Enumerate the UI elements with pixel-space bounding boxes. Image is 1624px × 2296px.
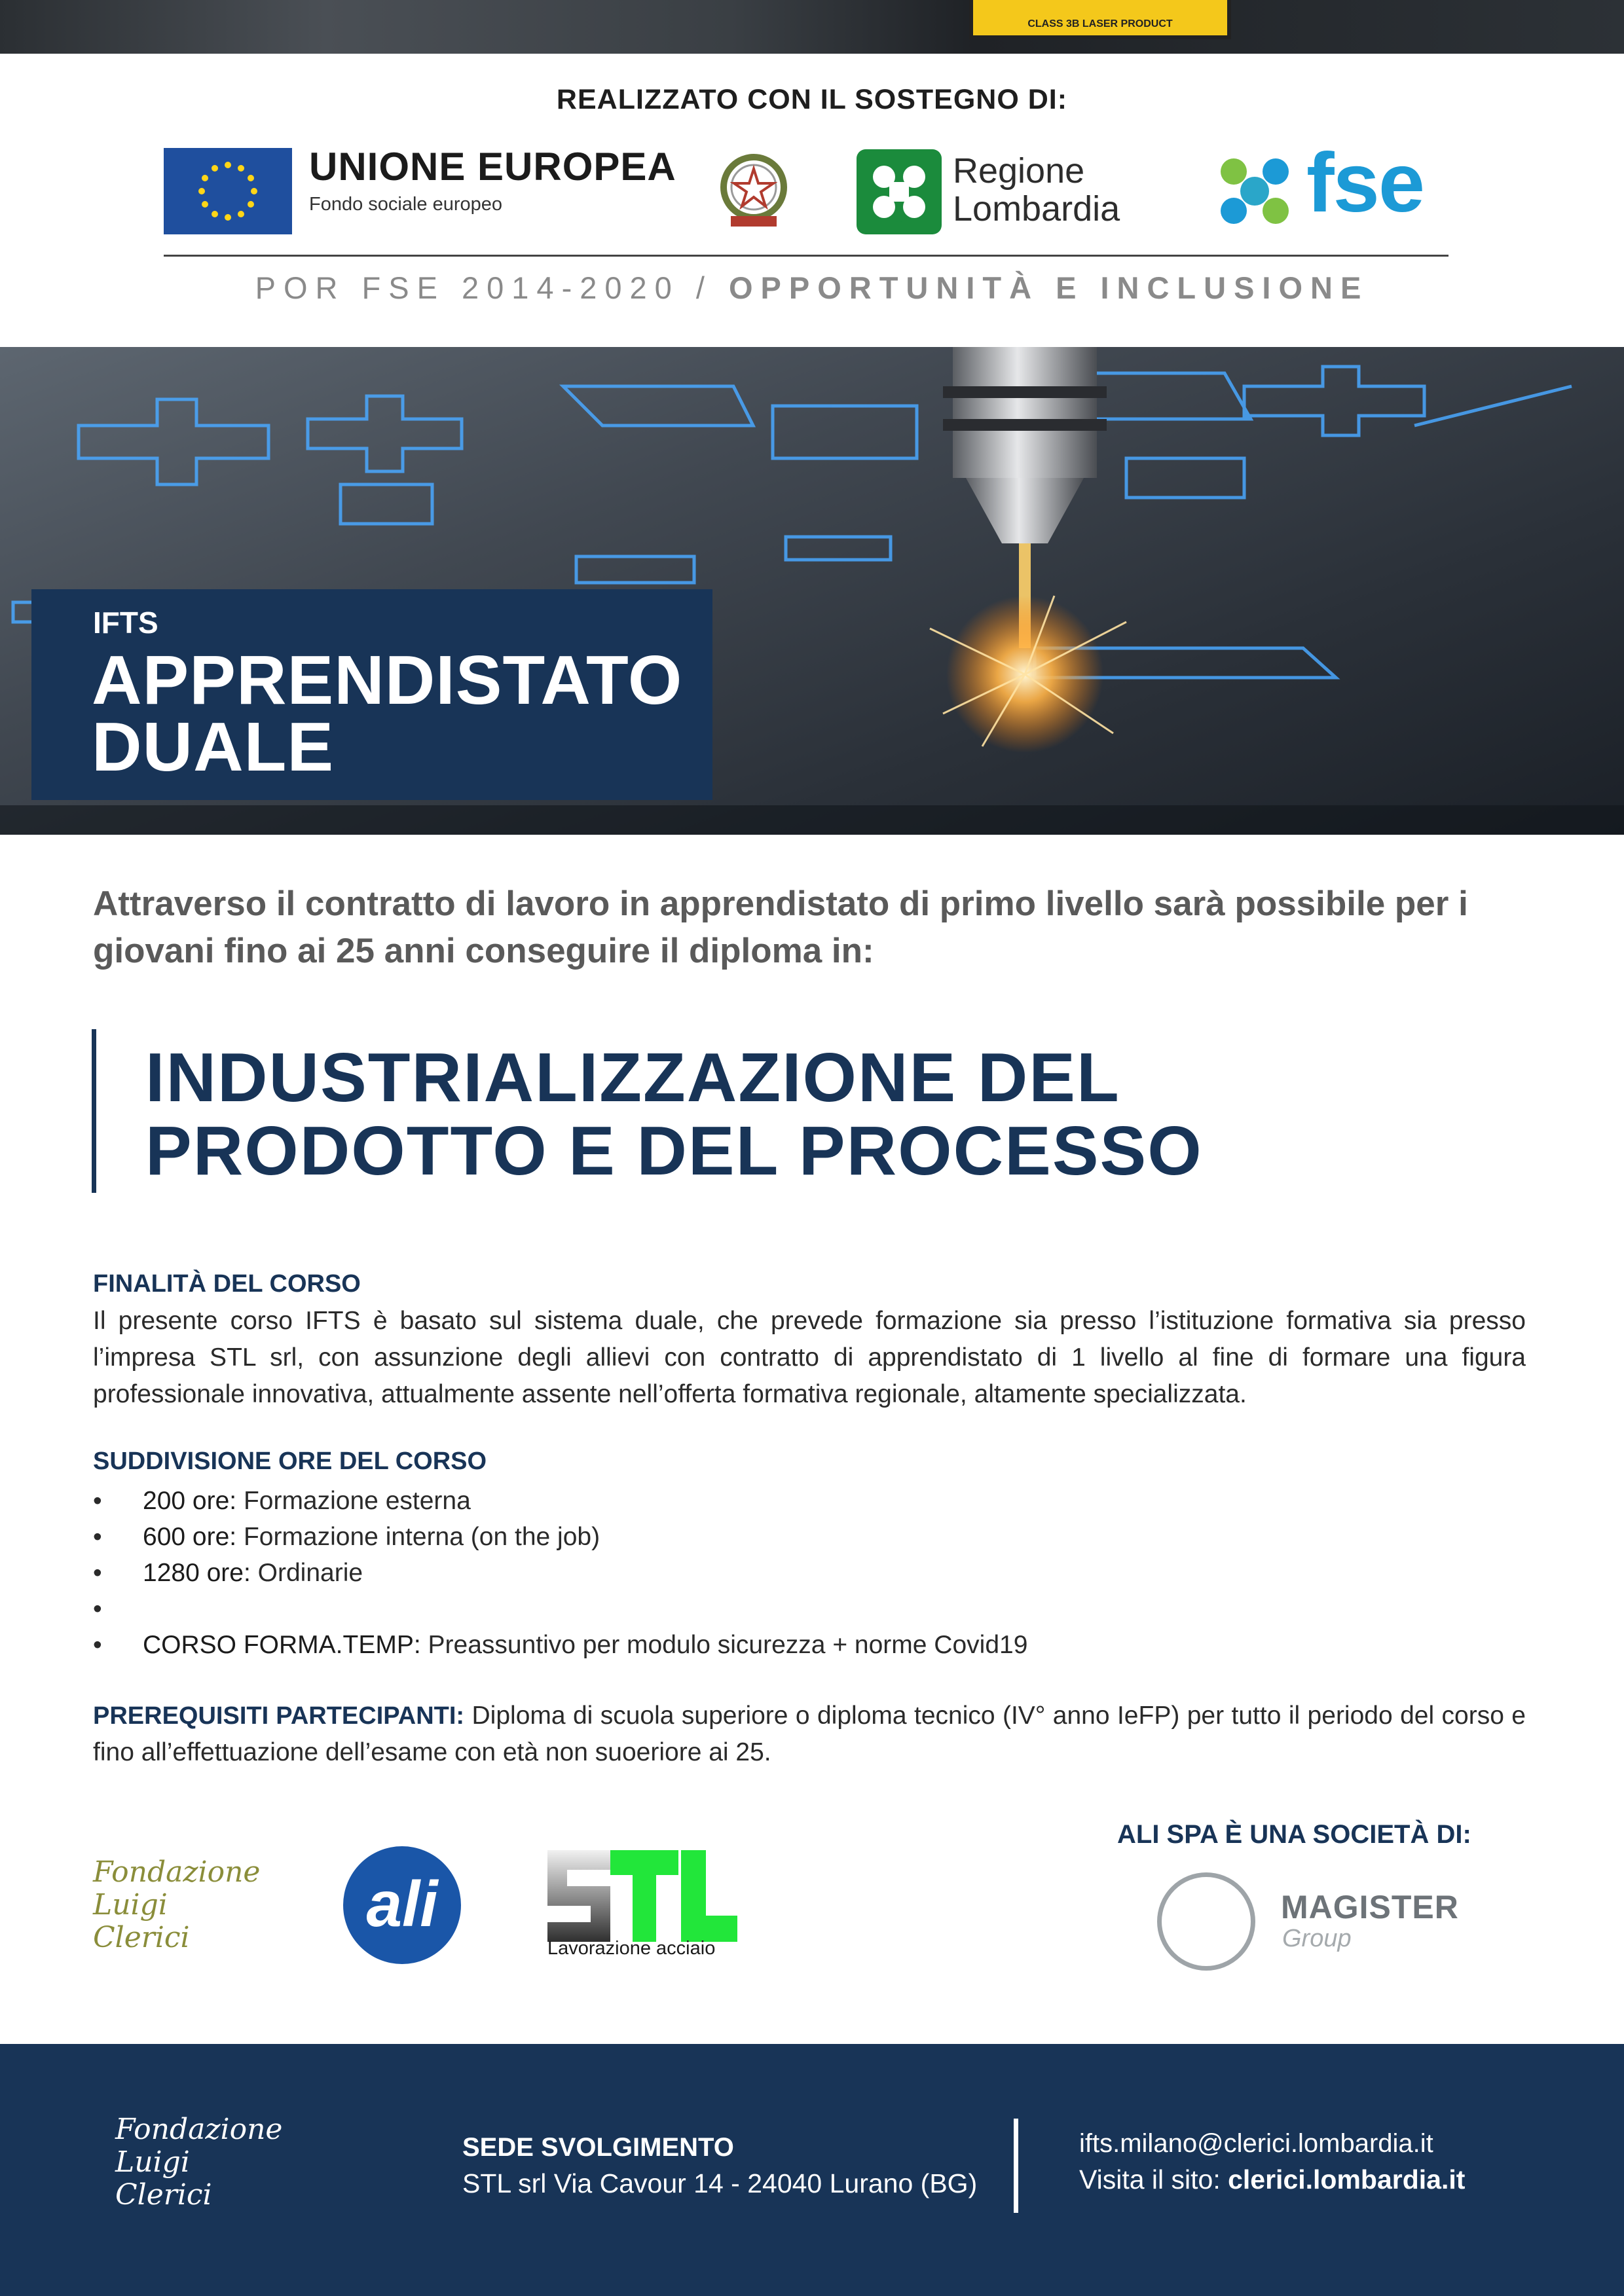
prerequisiti-block bbox=[93, 1698, 1526, 1771]
laser-sign-text: CLASS 3B LASER PRODUCT bbox=[1027, 18, 1173, 29]
stl-logo-icon bbox=[547, 1850, 737, 1959]
top-photo-strip bbox=[0, 0, 1624, 54]
intro-paragraph: Attraverso il contratto di lavoro in apprendistato di primo livello sarà possibile per i giovani fino ai 25 anni conseguire il diploma in: bbox=[93, 884, 1468, 970]
fse-wordmark: fse bbox=[1306, 136, 1424, 230]
course-title-accent-bar bbox=[92, 1029, 96, 1193]
eu-subtitle: Fondo sociale europeo bbox=[309, 194, 503, 215]
course-title-line1: INDUSTRIALIZZAZIONE DEL bbox=[145, 1039, 1120, 1116]
list-item bbox=[93, 1555, 1526, 1591]
sponsor-divider bbox=[164, 255, 1449, 257]
list-item bbox=[93, 1519, 1526, 1555]
list-item-key: 1280 ore: bbox=[143, 1559, 251, 1587]
hero-title-line1: APPRENDISTATO bbox=[92, 642, 683, 719]
footer-logo-line1: Fondazione bbox=[115, 2113, 283, 2146]
hero-kicker: IFTS bbox=[93, 606, 158, 640]
footer-fondazione-logo-icon bbox=[115, 2113, 312, 2212]
list-item bbox=[93, 1483, 1526, 1519]
laser-warning-sign bbox=[969, 0, 1231, 39]
fondazione-clerici-logo-icon bbox=[93, 1856, 270, 1954]
flc-line3: Clerici bbox=[93, 1921, 190, 1954]
por-fse-line bbox=[0, 270, 1624, 306]
footer-divider bbox=[1014, 2119, 1018, 2213]
website-link[interactable]: clerici.lombardia.it bbox=[1228, 2164, 1466, 2195]
hero-title-line2: DUALE bbox=[92, 708, 335, 786]
fse-logo-icon bbox=[1209, 145, 1301, 237]
eu-title: UNIONE EUROPEA bbox=[309, 145, 676, 189]
hero-title bbox=[92, 642, 683, 786]
list-item-value: Formazione interna (on the job) bbox=[236, 1523, 600, 1551]
list-item-key: 600 ore: bbox=[143, 1523, 237, 1551]
stl-caption: Lavorazione acciaio bbox=[547, 1938, 716, 1959]
finalita-heading: FINALITÀ DEL CORSO bbox=[93, 1270, 361, 1298]
footer-logo-line3: Clerici bbox=[115, 2178, 212, 2212]
prerequisiti-body: Diploma di scuola superiore o diploma tecnico (IV° anno IeFP) per tutto il periodo del corso e fino all’effettuazione dell’esame con età non suoeriore ai 25. bbox=[93, 1702, 1526, 1766]
ali-owner-heading: ALI SPA È UNA SOCIETÀ DI: bbox=[1117, 1820, 1471, 1849]
sede-heading: SEDE SVOLGIMENTO bbox=[462, 2133, 734, 2162]
suddivisione-list bbox=[93, 1483, 1526, 1663]
regione-line: Regione bbox=[953, 151, 1085, 191]
italian-republic-emblem-icon bbox=[714, 148, 794, 234]
list-item-value: Ordinarie bbox=[250, 1559, 363, 1587]
website-label: Visita il sito: bbox=[1079, 2164, 1228, 2195]
website-line bbox=[1079, 2164, 1465, 2195]
regione-lombardia-logo-icon bbox=[857, 149, 942, 234]
lombardia-line: Lombardia bbox=[953, 189, 1120, 228]
ali-logo-icon: ali bbox=[343, 1846, 461, 1964]
magister-ring-icon bbox=[1157, 1872, 1255, 1971]
magister-name: MAGISTER bbox=[1281, 1889, 1459, 1925]
sede-address: STL srl Via Cavour 14 - 24040 Lurano (BG) bbox=[462, 2168, 978, 2198]
list-item-value: Preassuntivo per modulo sicurezza + norme Covid19 bbox=[420, 1631, 1028, 1659]
finalita-body: Il presente corso IFTS è basato sul sistema duale, che prevede formazione sia presso l’istituzione formativa sia presso l’impresa STL srl, con assunzione degli allievi con contratto di apprendistato di 1 livello al fine di formare una figura professionale innovativa, attualmente assente nell’offerta formativa regionale, altamente specializzata. bbox=[93, 1307, 1526, 1408]
list-item-key: 200 ore: bbox=[143, 1487, 237, 1515]
course-title-line2: PRODOTTO E DEL PROCESSO bbox=[145, 1112, 1203, 1190]
flc-line1: Fondazione bbox=[93, 1855, 261, 1889]
list-item-key: CORSO FORMA.TEMP: bbox=[143, 1631, 421, 1659]
eu-flag-icon bbox=[164, 148, 292, 234]
list-item bbox=[93, 1591, 1526, 1627]
magister-subtitle: Group bbox=[1282, 1925, 1352, 1952]
list-item-value: Formazione esterna bbox=[236, 1487, 471, 1515]
regione-lombardia-wordmark bbox=[953, 152, 1120, 228]
footer-logo-line2: Luigi bbox=[115, 2145, 190, 2179]
contact-email-link[interactable]: ifts.milano@clerici.lombardia.it bbox=[1079, 2129, 1433, 2158]
course-title bbox=[145, 1041, 1521, 1188]
prerequisiti-heading: PREREQUISITI PARTECIPANTI: bbox=[93, 1702, 465, 1730]
por-fse-period: POR FSE 2014-2020 / bbox=[255, 270, 712, 305]
flc-line2: Luigi bbox=[93, 1888, 168, 1922]
list-item bbox=[93, 1627, 1526, 1663]
suddivisione-heading: SUDDIVISIONE ORE DEL CORSO bbox=[93, 1448, 487, 1475]
sponsor-heading: REALIZZATO CON IL SOSTEGNO DI: bbox=[556, 84, 1068, 115]
por-fse-program: OPPORTUNITÀ E INCLUSIONE bbox=[728, 270, 1369, 305]
